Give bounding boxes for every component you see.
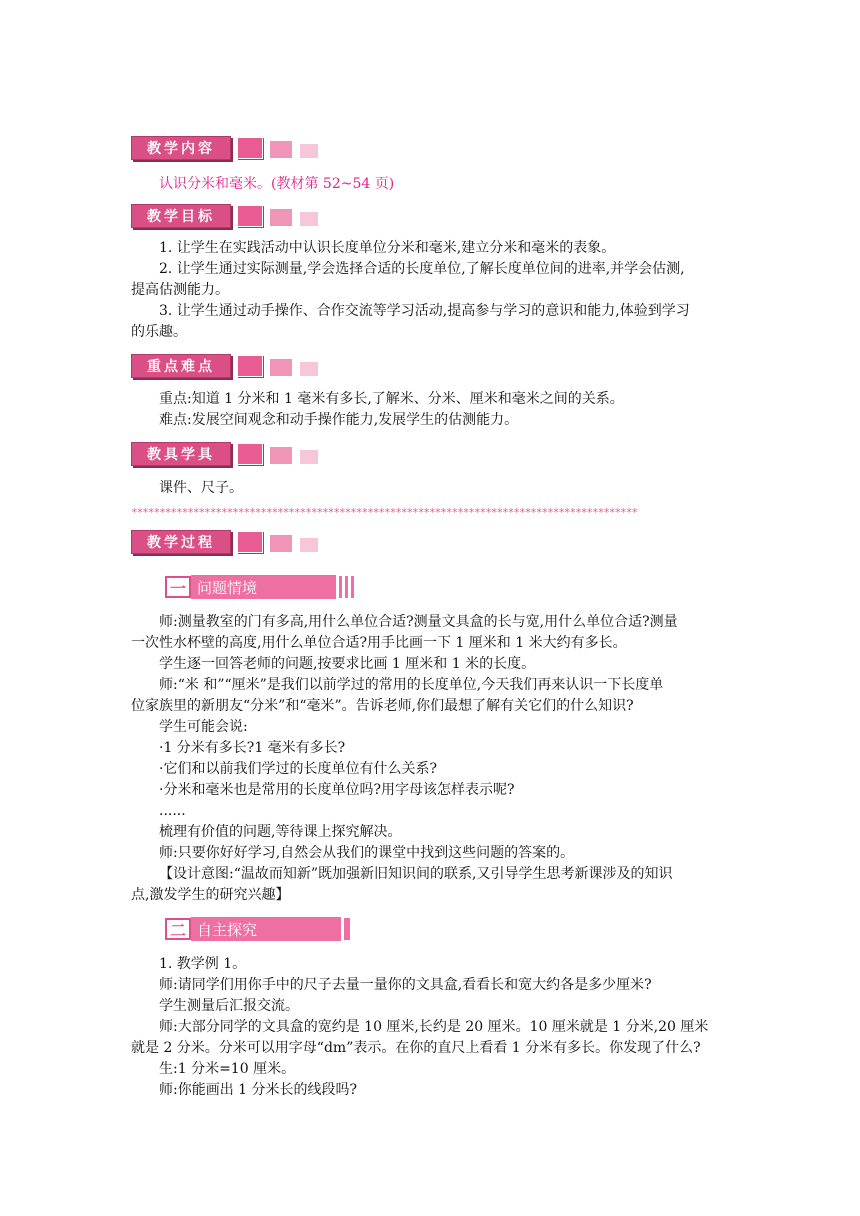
decor-square [269, 358, 293, 377]
decor-square [269, 140, 293, 159]
section-label: 教学目标 [131, 204, 231, 228]
list-item: ·它们和以前我们学过的长度单位有什么关系? [159, 761, 437, 777]
subsection-header-1 [165, 574, 365, 600]
decor-bar [344, 918, 350, 940]
decor-square [269, 208, 293, 227]
list-item: ·分米和毫米也是常用的长度单位吗?用字母该怎样表示呢? [159, 782, 515, 798]
decor-square [269, 446, 293, 465]
decor-square [237, 531, 263, 553]
keypoint-line: 重点:知道 1 分米和 1 毫米有多长,了解米、分米、厘米和毫米之间的关系。 [159, 391, 624, 407]
subsection-number: 一 [165, 576, 191, 598]
keypoint-line: 难点:发展空间观念和动手操作能力,发展学生的估测能力。 [159, 412, 519, 428]
design-note: 【设计意图:“温故而知新”既加强新旧知识间的联系,又引导学生思考新课涉及的知识 [159, 866, 673, 882]
decor-square [237, 205, 263, 227]
list-item: ·1 分米有多长?1 毫米有多长? [159, 740, 346, 756]
goal-line: 2. 让学生通过实际测量,学会选择合适的长度单位,了解长度单位间的进率,并学会估测, [159, 261, 685, 277]
section-header-tools [131, 442, 319, 466]
decor-bar [345, 576, 348, 598]
subsection-title: 自主探究 [191, 917, 341, 941]
design-note: 点,激发学生的研究兴趣】 [131, 887, 290, 903]
star-divider: ****************************************************************************************** [131, 506, 638, 518]
decor-square [299, 143, 319, 159]
decor-bar [339, 576, 342, 598]
subsection-header-2 [165, 916, 365, 942]
decor-square [269, 534, 293, 553]
section-label: 教学内容 [131, 136, 231, 160]
section-header-process [131, 530, 319, 554]
decor-square [299, 449, 319, 465]
goal-line: 1. 让学生在实践活动中认识长度单位分米和毫米,建立分米和毫米的表象。 [159, 240, 616, 256]
section-header-content [131, 136, 319, 160]
decor-square [237, 355, 263, 377]
section-label: 教学过程 [131, 530, 231, 554]
section-header-keypoints [131, 354, 319, 378]
content-text: 认识分米和毫米。(教材第 52~54 页) [159, 176, 395, 192]
goal-line: 提高估测能力。 [131, 282, 229, 298]
decor-bar [351, 576, 354, 598]
goal-line: 3. 让学生通过动手操作、合作交流等学习活动,提高参与学习的意识和能力,体验到学习 [159, 303, 690, 319]
section-label: 重点难点 [131, 354, 231, 378]
keypoints-text [131, 389, 731, 431]
subsection-number: 二 [165, 918, 191, 940]
tools-text: 课件、尺子。 [159, 480, 243, 496]
goals-text [131, 238, 731, 343]
section-header-goals [131, 204, 319, 228]
section-label: 教具学具 [131, 442, 231, 466]
sub1-text: 师:测量教室的门有多高,用什么单位合适?测量文具盒的长与宽,用什么单位合适?测量 一次性水杯壁的高度,用什么单位合适?用手比画一下 1 厘米和 1 米大约有多长。 学生逐一回答老师的问题,按要求比画 1 厘米和 1 米的长度。 师:“米 和”“厘米”是我们以前学过的常用的长度单位,今天我们再来认识一下长度单 位家族里的新朋友“分米”和“毫米”。告诉老师,你们最想了解有关它们的什么知识? 学生可能会说: ·1 分米有多长?1 毫米有多长? ·它们和以前我们学过的长度单位有什么关系? ·分米和毫米也是常用的长度单位吗?用字母该怎样表示呢? ...... 梳理有价值的问题,等待课上探究解决。 师:只要你好好学习,自然会从我们的课堂中找到这些问题的答案的。 【设计意图:“温故而知新”既加强新旧知识间的联系,又引导学生思考新课涉及的知识 点,激发学生的研究兴趣】 [131, 612, 731, 906]
decor-square [237, 443, 263, 465]
sub2-text: 1. 教学例 1。 师:请同学们用你手中的尺子去量一量你的文具盒,看看长和宽大约各是多少厘米? 学生测量后汇报交流。 师:大部分同学的文具盒的宽约是 10 厘米,长约是 20 厘米。10 厘米就是 1 分米,20 厘米 就是 2 分米。分米可以用字母“dm”表示。在你的直尺上看看 1 分米有多长。你发现了什么? 生:1 分米=10 厘米。 师:你能画出 1 分米长的线段吗? [131, 956, 709, 1098]
decor-square [237, 137, 263, 159]
goal-line: 的乐趣。 [131, 324, 187, 340]
decor-square [299, 537, 319, 553]
decor-square [299, 361, 319, 377]
subsection-title: 问题情境 [191, 575, 336, 599]
decor-square [299, 211, 319, 227]
